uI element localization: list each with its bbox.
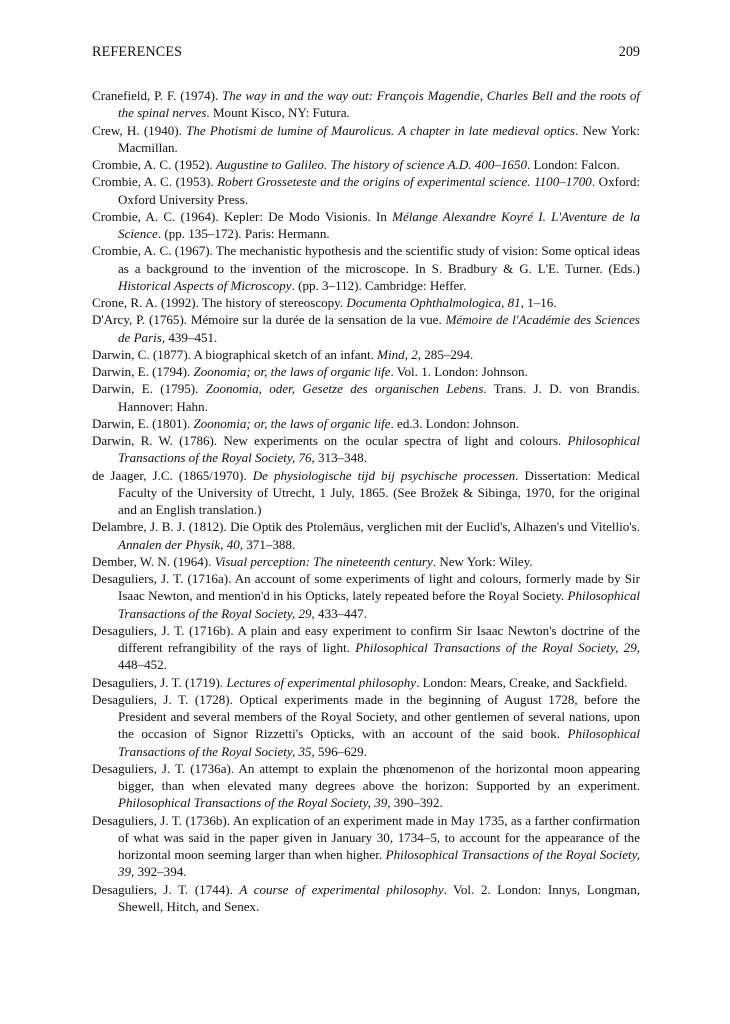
reference-text-segment: Crombie, A. C. (1953). — [92, 174, 218, 190]
reference-text-segment: de Jaager, J.C. (1865/1970). — [92, 467, 253, 483]
reference-entry — [92, 346, 640, 363]
reference-italic-segment: Zoonomia, oder, Gesetze des organischen Lebens — [205, 381, 484, 397]
reference-text-segment: . New York: Wiley. — [432, 553, 533, 569]
reference-text-segment: Desaguliers, J. T. (1719). — [92, 674, 227, 690]
reference-entry — [92, 760, 640, 812]
reference-text-segment: . ed.3. London: Johnson. — [390, 415, 520, 431]
reference-text-segment: , 285–294. — [417, 346, 474, 362]
reference-italic-segment: Philosophical Transactions of the Royal Society, 39 — [118, 847, 640, 880]
reference-text-segment: Crone, R. A. (1992). The history of stereoscopy. — [92, 295, 347, 310]
reference-text-segment: Delambre, J. B. J. (1812). Die Optik des Ptolemäus, verglichen mit der Euclid's, Alhazen's und Vitellio's. — [92, 519, 640, 535]
reference-entry — [92, 674, 640, 691]
reference-text-segment: , 390–392. — [387, 795, 443, 811]
reference-entry — [92, 415, 640, 432]
reference-text-segment: Cranefield, P. F. (1974). — [92, 88, 223, 103]
reference-italic-segment: A course of experimental philosophy — [239, 881, 444, 897]
reference-italic-segment: Lectures of experimental philosophy — [226, 674, 417, 690]
reference-text-segment: Desaguliers, J. T. (1736b). An explication of an experiment made in May 1735, as a farther confirmation of what was said in the paper given in January 30, 1734–5, to account for the appearance of the horizontal moon seeming larger than when higher. — [92, 812, 640, 862]
reference-italic-segment: Mind, 2 — [377, 346, 418, 362]
reference-text-segment: . (pp. 135–172). Paris: Hermann. — [157, 226, 330, 241]
reference-text-segment: . Trans. J. D. von Brandis. Hannover: Hahn. — [118, 381, 640, 414]
reference-italic-segment: Robert Grosseteste and the origins of experimental science. 1100–1700 — [217, 174, 592, 190]
reference-entry — [92, 311, 640, 346]
reference-text-segment: , 448–452. — [118, 640, 640, 673]
reference-entry — [92, 208, 640, 243]
reference-italic-segment: Philosophical Transactions of the Royal Society, 76 — [118, 433, 640, 466]
reference-entry — [92, 622, 640, 674]
reference-entry — [92, 432, 640, 467]
reference-italic-segment: Augustine to Galileo. The history of science A.D. 400–1650 — [215, 157, 527, 172]
reference-entry — [92, 363, 640, 380]
reference-entry — [92, 380, 640, 415]
reference-text-segment: Crew, H. (1940). — [92, 122, 187, 138]
reference-italic-segment: Philosophical Transactions of the Royal Society, 29 — [118, 588, 640, 621]
reference-text-segment: Crombie, A. C. (1952). — [92, 157, 216, 172]
reference-entry — [92, 553, 640, 570]
reference-entry — [92, 294, 640, 311]
reference-list — [92, 87, 640, 915]
reference-italic-segment: The Photismi de lumine of Maurolicus. A chapter in late medieval optics — [186, 122, 575, 138]
reference-entry — [92, 881, 640, 916]
reference-entry — [92, 156, 640, 173]
reference-text-segment: Darwin, E. (1794). — [92, 364, 194, 379]
reference-text-segment: Desaguliers, J. T. (1728). Optical experiments made in the beginning of August 1728, before the President and several members of the Royal Society, and other gentlemen of several nations, upon the occasion of Signor Rizzetti's Opticks, with an account of the said book. — [92, 691, 640, 742]
reference-text-segment: . Mount Kisco, NY: Futura. — [206, 105, 350, 121]
reference-text-segment: Darwin, E. (1795). — [92, 381, 206, 397]
reference-text-segment: , 392–394. — [131, 864, 187, 880]
page-number: 209 — [618, 44, 640, 60]
reference-text-segment: Crombie, A. C. (1964). Kepler: De Modo Visionis. In — [92, 208, 393, 224]
reference-text-segment: Dember, W. N. (1964). — [92, 553, 215, 569]
reference-entry — [92, 87, 640, 122]
reference-text-segment: Desaguliers, J. T. (1744). — [92, 881, 240, 897]
reference-text-segment: , 313–348. — [311, 450, 367, 466]
reference-text-segment: , 439–451. — [161, 329, 218, 345]
reference-italic-segment: Visual perception: The nineteenth century — [214, 553, 433, 569]
reference-text-segment: Crombie, A. C. (1967). The mechanistic hypothesis and the scientific study of vision: Some optical ideas as a background to the invention of the microscope. In S. Bradbury & G. L'E. Turner. (Eds.) — [92, 243, 640, 276]
reference-text-segment: . London: Mears, Creake, and Sackfield. — [416, 674, 628, 690]
reference-italic-segment: Mélange Alexandre Koyré I. L'Aventure de la Science — [118, 208, 640, 241]
reference-text-segment: Desaguliers, J. T. (1736a). An attempt to explain the phœnomenon of the horizontal moon appearing bigger, than when elevated many degrees above the horizon: Supported by an experiment. — [92, 760, 640, 793]
reference-italic-segment: Historical Aspects of Microscopy — [118, 277, 292, 293]
reference-italic-segment: The way in and the way out: François Magendie, Charles Bell and the roots of the spinal nerves — [118, 88, 640, 121]
reference-text-segment: . Vol. 1. London: Johnson. — [390, 364, 528, 379]
reference-italic-segment: Philosophical Transactions of the Royal Society, 29 — [355, 640, 637, 655]
reference-text-segment: , 1–16. — [520, 295, 557, 310]
reference-text-segment: Desaguliers, J. T. (1716b). A plain and easy experiment to confirm Sir Isaac Newton's doctrine of the different refrangibility of the rays of light. — [92, 622, 640, 655]
reference-entry — [92, 242, 640, 294]
reference-entry — [92, 570, 640, 622]
running-header — [92, 44, 640, 66]
reference-text-segment: Desaguliers, J. T. (1716a). An account of some experiments of light and colours, formerly made by Sir Isaac Newton, and mention'd in his Opticks, lately repeated before the Royal Society. — [92, 571, 640, 604]
reference-entry — [92, 122, 640, 157]
reference-italic-segment: Mémoire de l'Académie des Sciences de Paris — [118, 312, 640, 345]
reference-italic-segment: Philosophical Transactions of the Royal Society, 39 — [118, 795, 388, 811]
reference-entry — [92, 467, 640, 519]
reference-text-segment: D'Arcy, P. (1765). Mémoire sur la durée de la sensation de la vue. — [92, 312, 446, 328]
reference-italic-segment: De physiologische tijd bij psychische processen — [252, 467, 516, 483]
reference-entry — [92, 691, 640, 760]
reference-text-segment: Darwin, R. W. (1786). New experiments on the ocular spectra of light and colours. — [92, 433, 568, 448]
reference-text-segment: . New York: Macmillan. — [118, 122, 640, 155]
reference-italic-segment: Zoonomia; or, the laws of organic life — [193, 415, 391, 431]
reference-text-segment: , 371–388. — [239, 536, 296, 552]
running-header-title: REFERENCES — [92, 44, 183, 60]
reference-italic-segment: Annalen der Physik, 40 — [118, 536, 240, 552]
reference-italic-segment: Philosophical Transactions of the Royal Society, 35 — [118, 726, 640, 759]
reference-entry — [92, 518, 640, 553]
reference-text-segment: . London: Falcon. — [527, 157, 620, 172]
reference-text-segment: , 596–629. — [311, 743, 367, 759]
reference-text-segment: . Oxford: Oxford University Press. — [118, 174, 640, 207]
reference-text-segment: . Dissertation: Medical Faculty of the University of Utrecht, 1 July, 1865. (See Brožek & Sibinga, 1970, for the original and an English translation.) — [118, 467, 640, 517]
reference-entry — [92, 812, 640, 881]
reference-text-segment: , 433–447. — [311, 605, 367, 621]
reference-italic-segment: Documenta Ophthalmologica, 81 — [346, 295, 521, 310]
reference-text-segment: . Vol. 2. London: Innys, Longman, Shewell, Hitch, and Senex. — [118, 881, 640, 914]
reference-text-segment: . (pp. 3–112). Cambridge: Heffer. — [291, 277, 467, 293]
reference-italic-segment: Zoonomia; or, the laws of organic life — [193, 364, 391, 379]
reference-entry — [92, 173, 640, 208]
reference-text-segment: Darwin, C. (1877). A biographical sketch of an infant. — [92, 346, 378, 362]
reference-text-segment: Darwin, E. (1801). — [92, 415, 194, 431]
